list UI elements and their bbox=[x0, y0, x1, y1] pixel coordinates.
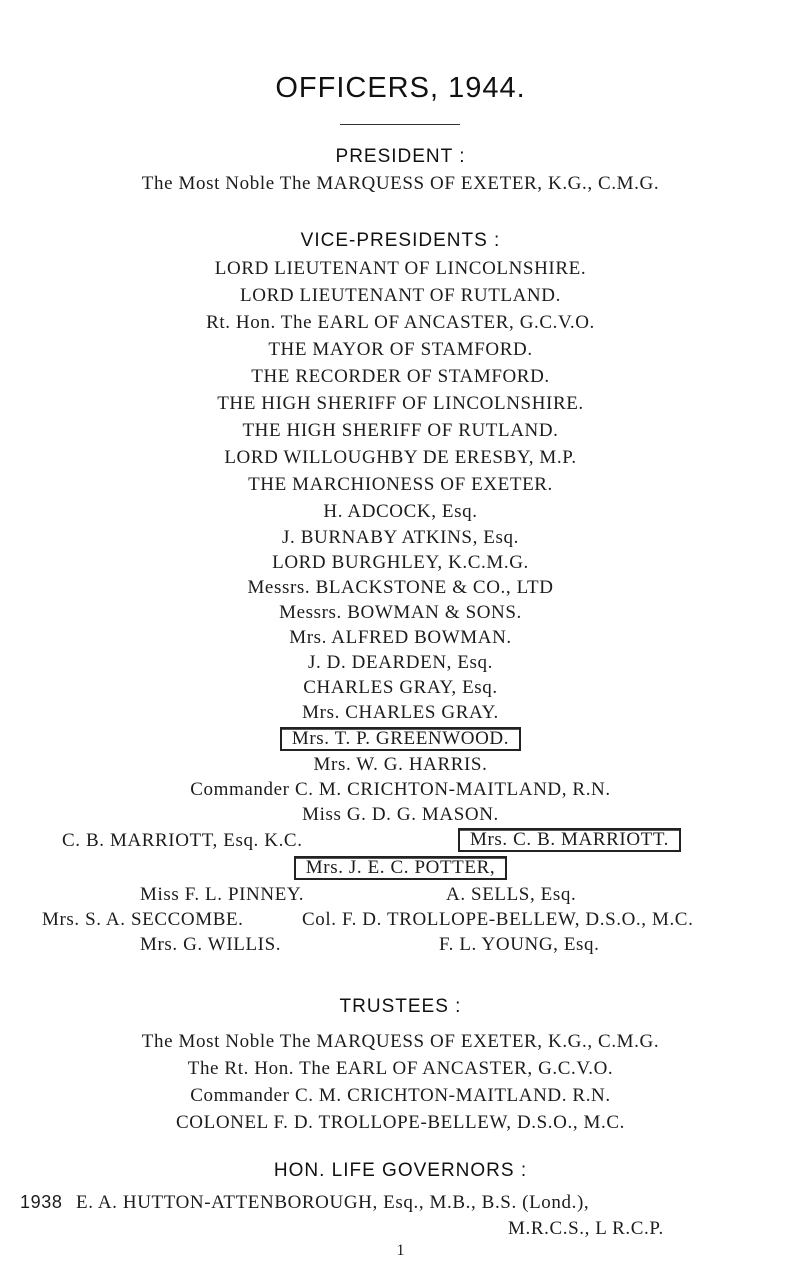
vice-president-item: J. BURNABY ATKINS, Esq. bbox=[282, 527, 519, 548]
boxed-name-mrs-marriott: Mrs. C. B. MARRIOTT. bbox=[458, 828, 681, 852]
vice-president-item: LORD LIEUTENANT OF LINCOLNSHIRE. bbox=[214, 258, 587, 279]
vice-president-willis: Mrs. G. WILLIS. bbox=[140, 934, 282, 955]
boxed-name-greenwood: Mrs. T. P. GREENWOOD. bbox=[280, 727, 521, 751]
governor-line-2: M.R.C.S., L R.C.P. bbox=[508, 1218, 664, 1239]
vice-president-item: THE HIGH SHERIFF OF RUTLAND. bbox=[242, 420, 559, 441]
trustee-item: COLONEL F. D. TROLLOPE-BELLEW, D.S.O., M.C. bbox=[176, 1112, 625, 1133]
president-line: The Most Noble The MARQUESS OF EXETER, K.G., C.M.G. bbox=[141, 173, 660, 194]
vice-president-item: Mrs. CHARLES GRAY. bbox=[302, 702, 499, 723]
vice-president-item: Messrs. BOWMAN & SONS. bbox=[279, 602, 522, 623]
president-heading: PRESIDENT : bbox=[335, 146, 466, 167]
trustee-item: The Most Noble The MARQUESS OF EXETER, K.G., C.M.G. bbox=[141, 1031, 660, 1052]
vice-president-item: LORD BURGHLEY, K.C.M.G. bbox=[272, 552, 529, 573]
governor-line-1: E. A. HUTTON-ATTENBOROUGH, Esq., M.B., B.S. (Lond.), bbox=[76, 1192, 590, 1213]
governors-heading: HON. LIFE GOVERNORS : bbox=[273, 1160, 528, 1181]
vice-president-item: CHARLES GRAY, Esq. bbox=[303, 677, 498, 698]
page-number: 1 bbox=[396, 1242, 405, 1259]
title-rule bbox=[340, 124, 460, 125]
vice-president-trollope: Col. F. D. TROLLOPE-BELLEW, D.S.O., M.C. bbox=[302, 909, 694, 930]
vice-president-item: Messrs. BLACKSTONE & CO., LTD bbox=[247, 577, 554, 598]
vice-president-item: LORD WILLOUGHBY DE ERESBY, M.P. bbox=[224, 447, 577, 468]
vice-president-item: Rt. Hon. The EARL OF ANCASTER, G.C.V.O. bbox=[206, 312, 595, 333]
vice-president-item: J. D. DEARDEN, Esq. bbox=[307, 652, 494, 673]
vice-president-marriott: C. B. MARRIOTT, Esq. K.C. bbox=[62, 830, 303, 851]
vice-president-seccombe: Mrs. S. A. SECCOMBE. bbox=[42, 909, 244, 930]
trustee-item: The Rt. Hon. The EARL OF ANCASTER, G.C.V.O. bbox=[187, 1058, 614, 1079]
vice-president-item: THE MAYOR OF STAMFORD. bbox=[268, 339, 533, 360]
boxed-name-potter: Mrs. J. E. C. POTTER, bbox=[294, 856, 507, 880]
governor-year: 1938 bbox=[20, 1192, 63, 1212]
vice-president-item: Mrs. ALFRED BOWMAN. bbox=[289, 627, 512, 648]
vice-president-item: THE RECORDER OF STAMFORD. bbox=[251, 366, 550, 387]
vice-presidents-heading: VICE-PRESIDENTS : bbox=[300, 230, 501, 251]
vice-president-sells: A. SELLS, Esq. bbox=[446, 884, 577, 905]
vice-president-harris: Mrs. W. G. HARRIS. bbox=[313, 754, 488, 775]
vice-president-item: THE HIGH SHERIFF OF LINCOLNSHIRE. bbox=[217, 393, 584, 414]
trustees-heading: TRUSTEES : bbox=[339, 996, 462, 1017]
vice-president-mason: Miss G. D. G. MASON. bbox=[302, 804, 499, 825]
vice-president-young: F. L. YOUNG, Esq. bbox=[439, 934, 600, 955]
vice-president-crichton: Commander C. M. CRICHTON-MAITLAND, R.N. bbox=[190, 779, 611, 800]
page-title: OFFICERS, 1944. bbox=[275, 72, 526, 104]
vice-president-item: THE MARCHIONESS OF EXETER. bbox=[248, 474, 553, 495]
trustee-item: Commander C. M. CRICHTON-MAITLAND. R.N. bbox=[190, 1085, 611, 1106]
vice-president-item: LORD LIEUTENANT OF RUTLAND. bbox=[240, 285, 561, 306]
vice-president-item: H. ADCOCK, Esq. bbox=[323, 501, 478, 522]
vice-president-pinney: Miss F. L. PINNEY. bbox=[140, 884, 305, 905]
